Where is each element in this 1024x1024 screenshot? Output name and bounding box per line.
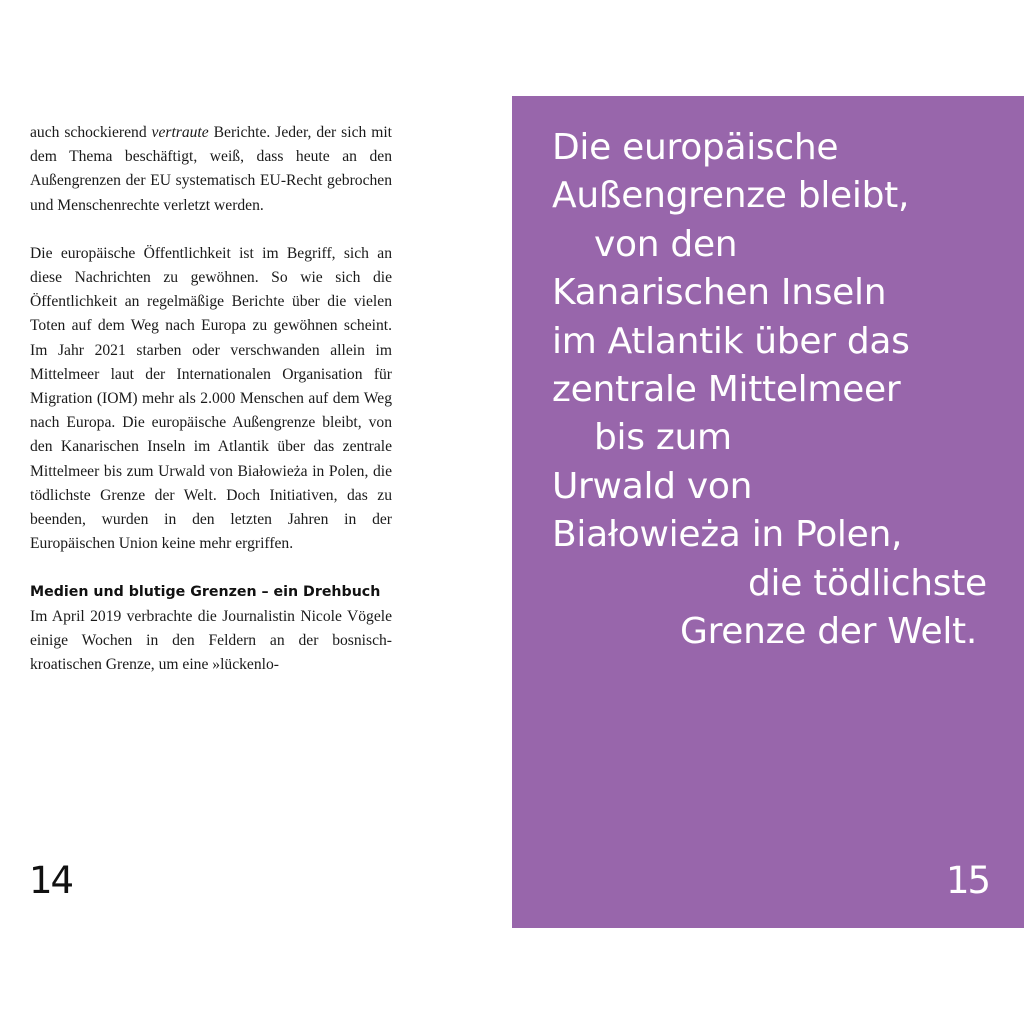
quote-line: die tödlichste (748, 562, 987, 604)
paragraph-gap (30, 218, 392, 242)
paragraph-2: Die europäische Öffentlichkeit ist im Begriff, sich an diese Nachrichten zu gewöhnen. So wie sich die Öffentlichkeit an regelmäßige Berichte über die vielen Toten auf dem Weg nach Europa zu gewöhnen scheint. Im Jahr 2021 starben oder verschwanden allein im Mittelmeer laut der Internationalen Organisation für Migration (IOM) mehr als 2.000 Menschen auf dem Weg nach Europa. Die europäische Außengrenze bleibt, von den Kanarischen Inseln im Atlantik über das zentrale Mittelmeer bis zum Urwald von Białowieża in Polen, die tödlichste Grenze der Welt. Doch Initiativen, das zu beenden, wurden in den letzten Jahren in der Europäischen Union keine mehr ergriffen. (30, 244, 392, 553)
section-heading: Medien und blutige Grenzen – ein Drehbuch (30, 584, 381, 601)
quote-line: im Atlantik über das (552, 320, 910, 362)
quote-line: Grenze der Welt. (680, 611, 977, 653)
paragraph-1-start: auch schockierend (30, 124, 152, 141)
page-number-right: 15 (946, 859, 990, 902)
quote-line: Urwald von (552, 465, 753, 507)
paragraph-gap (30, 556, 392, 580)
pull-quote (552, 124, 1022, 656)
quote-line: Die europäische (552, 127, 839, 168)
quote-line: bis zum (594, 417, 732, 459)
quote-line: von den (594, 223, 738, 265)
paragraph-1-rest: Berichte. Jeder, der sich mit dem Thema beschäftigt, weiß, dass heute an den Außengrenzen der EU systematisch EU-Recht gebrochen und Menschenrechte verletzt werden. (30, 124, 392, 214)
paragraph-1 (30, 121, 392, 218)
quote-line: zentrale Mittelmeer (552, 369, 901, 411)
paragraph-3: Im April 2019 verbrachte die Journalistin Nicole Vögele einige Wochen in den Feldern an der bosnisch-kroatischen Grenze, um eine »lückenlo- (30, 607, 392, 674)
quote-line: Kanarischen Inseln (552, 272, 887, 314)
body-text (30, 121, 392, 677)
quote-line: Außengrenze bleibt, (552, 175, 910, 217)
right-page-quote-panel (512, 96, 1024, 928)
italic-word: vertraute (151, 124, 209, 141)
quote-line: Białowieża in Polen, (552, 514, 903, 556)
page-number-left: 14 (29, 859, 73, 902)
